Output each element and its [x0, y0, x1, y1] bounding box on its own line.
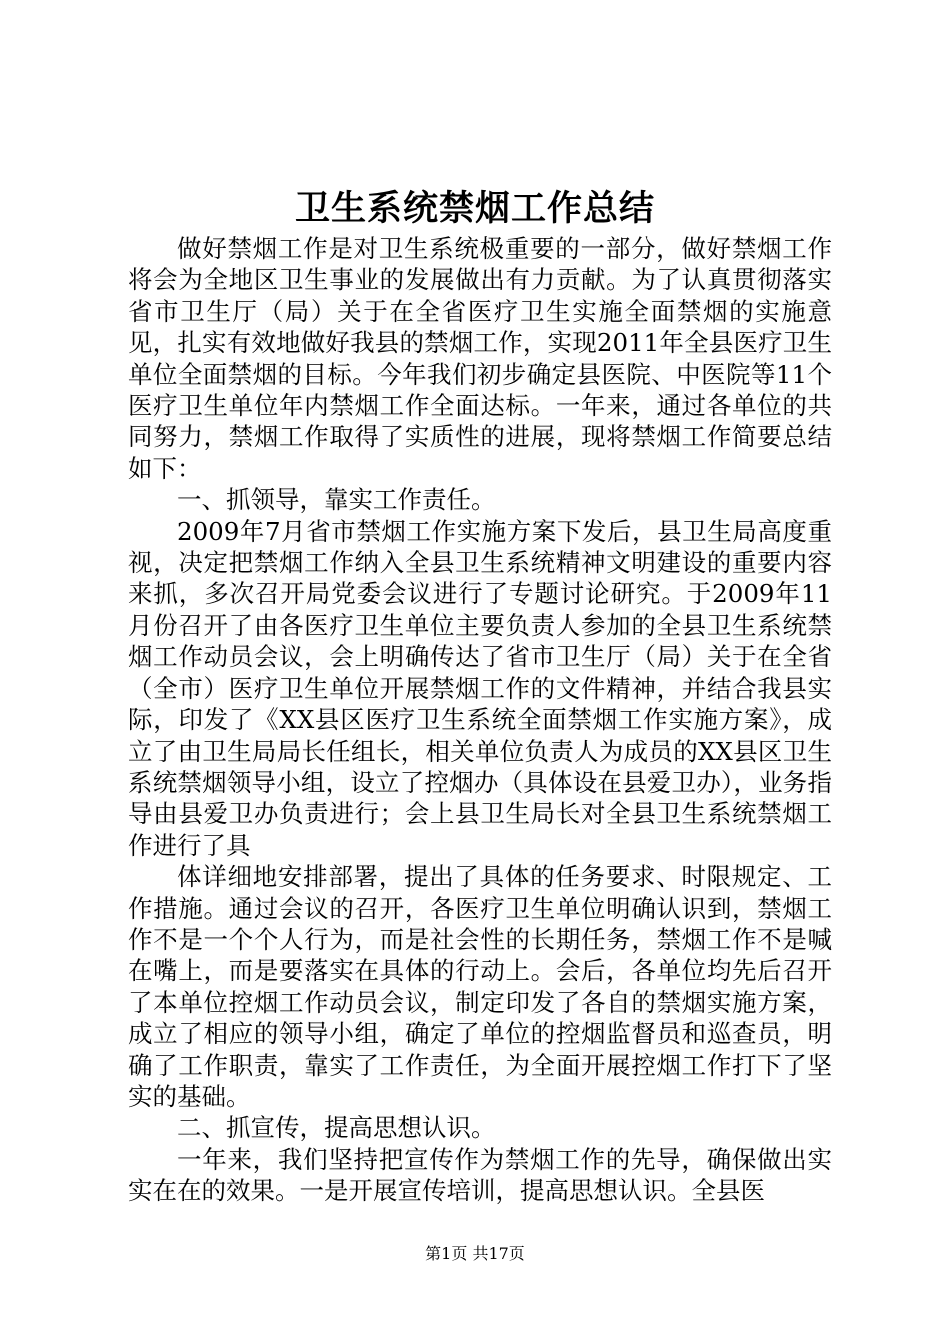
document-title: 卫生系统禁烟工作总结	[294, 188, 655, 229]
paragraph-section-2: 一年来，我们坚持把宣传作为禁烟工作的先导，确保做出实实在在的效果。一是开展宣传培训，提高思想认识。全县医	[128, 1144, 832, 1206]
paragraph-intro: 做好禁烟工作是对卫生系统极重要的一部分，做好禁烟工作将会为全地区卫生事业的发展做出有力贡献。为了认真贯彻落实省市卫生厅（局）关于在全省医疗卫生实施全面禁烟的实施意见，扎实有效地做好我县的禁烟工作，实现2011年全县医疗卫生单位全面禁烟的目标。今年我们初步确定县医院、中医院等11个医疗卫生单位年内禁烟工作全面达标。一年来，通过各单位的共同努力，禁烟工作取得了实质性的进展，现将禁烟工作简要总结如下：	[128, 234, 832, 483]
paragraph-section-1-continued: 体详细地安排部署，提出了具体的任务要求、时限规定、工作措施。通过会议的召开，各医疗卫生单位明确认识到，禁烟工作不是一个个人行为，而是社会性的长期任务，禁烟工作不是喊在嘴上，而是要落实在具体的行动上。会后，各单位均先后召开了本单位控烟工作动员会议，制定印发了各自的禁烟实施方案，成立了相应的领导小组，确定了单位的控烟监督员和巡查员，明确了工作职责，靠实了工作责任，为全面开展控烟工作打下了坚实的基础。	[128, 862, 832, 1111]
section-heading-2: 二、抓宣传，提高思想认识。	[177, 1113, 496, 1143]
document-body	[128, 233, 832, 1207]
section-heading-1: 一、抓领导，靠实工作责任。	[177, 485, 496, 515]
paragraph-section-1: 2009年7月省市禁烟工作实施方案下发后，县卫生局高度重视，决定把禁烟工作纳入全县卫生系统精神文明建设的重要内容来抓，多次召开局党委会议进行了专题讨论研究。于2009年11月份召开了由各医疗卫生单位主要负责人参加的全县卫生系统禁烟工作动员会议，会上明确传达了省市卫生厅（局）关于在全省（全市）医疗卫生单位开展禁烟工作的文件精神，并结合我县实际，印发了《XX县区医疗卫生系统全面禁烟工作实施方案》，成立了由卫生局局长任组长，相关单位负责人为成员的XX县区卫生系统禁烟领导小组，设立了控烟办（具体设在县爱卫办），业务指导由县爱卫办负责进行；会上县卫生局长对全县卫生系统禁烟工作进行了具	[128, 516, 832, 860]
page-footer: 第1页 共17页	[425, 1244, 525, 1263]
